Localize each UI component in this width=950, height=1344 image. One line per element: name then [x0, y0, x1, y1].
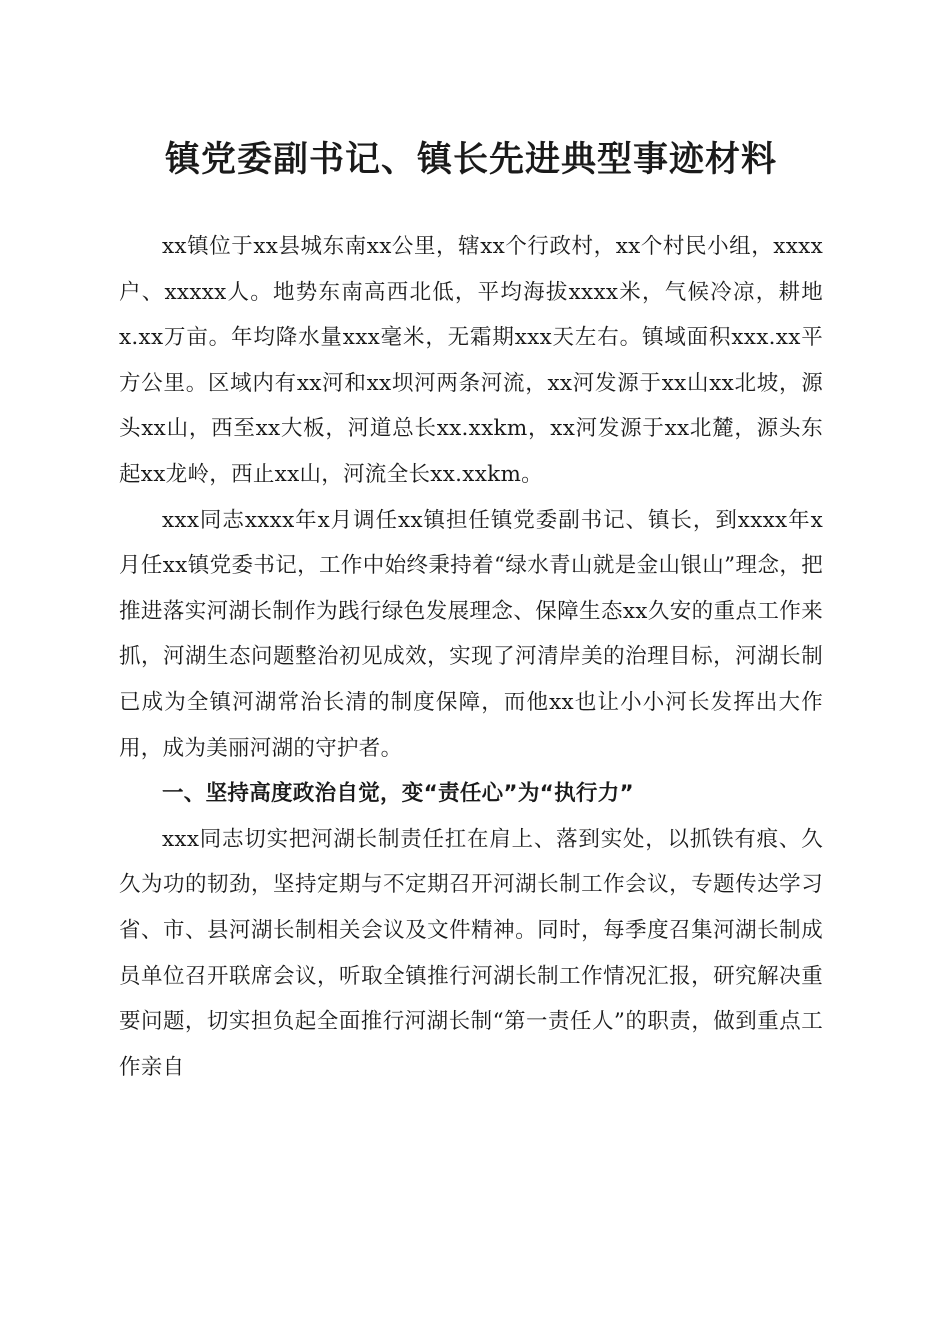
- document-title: 镇党委副书记、镇长先进典型事迹材料: [164, 139, 777, 180]
- paragraph-profile: xxx同志xxxx年x月调任xx镇担任镇党委副书记、镇长，到xxxx年x月任xx镇党委书记，工作中始终秉持着“绿水青山就是金山银山”理念，把推进落实河湖长制作为践行绿色发展理念、保障生态xx久安的重点工作来抓，河湖生态问题整治初见成效，实现了河清岸美的治理目标，河湖长制已成为全镇河湖常治长清的制度保障，而他xx也让小小河长发挥出大作用，成为美丽河湖的守护者。: [119, 507, 823, 761]
- document-body: [119, 224, 823, 1090]
- paragraph-section-1: xxx同志切实把河湖长制责任扛在肩上、落到实处，以抓铁有痕、久久为功的韧劲，坚持定期与不定期召开河湖长制工作会议，专题传达学习省、市、县河湖长制相关会议及文件精神。同时，每季度召集河湖长制成员单位召开联席会议，听取全镇推行河湖长制工作情况汇报，研究解决重要问题，切实担负起全面推行河湖长制“第一责任人”的职责，做到重点工作亲自: [119, 826, 823, 1080]
- section-heading-1: 一、坚持高度政治自觉，变“责任心”为“执行力”: [162, 781, 634, 807]
- paragraph-overview: xx镇位于xx县城东南xx公里，辖xx个行政村，xx个村民小组，xxxx户、xxxxx人。地势东南高西北低，平均海拔xxxx米，气候冷凉，耕地x.xx万亩。年均降水量xxx毫米，无霜期xxx天左右。镇域面积xxx.xx平方公里。区域内有xx河和xx坝河两条河流，xx河发源于xx山xx北坡，源头xx山，西至xx大板，河道总长xx.xxkm，xx河发源于xx北麓，源头东起xx龙岭，西止xx山，河流全长xx.xxkm。: [119, 234, 823, 487]
